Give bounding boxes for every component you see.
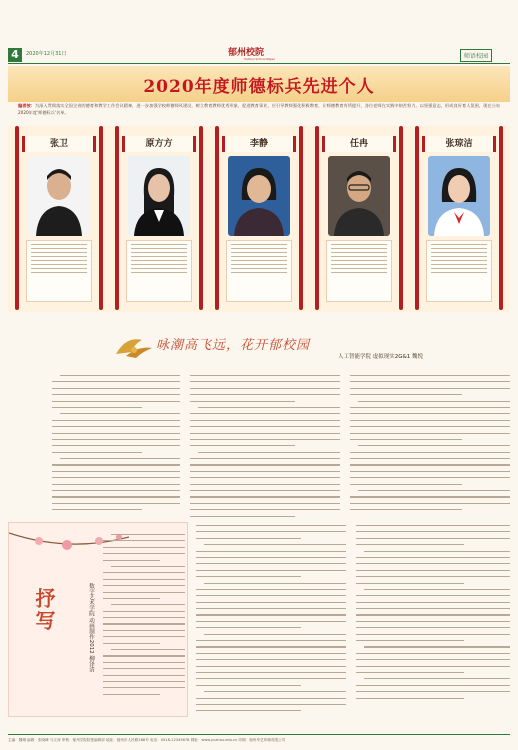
honoree-gallery	[8, 126, 510, 312]
honoree-name: 张卫	[22, 136, 96, 152]
newspaper-logo: 郁州校院	[228, 48, 265, 58]
article-headline: 咏潮高飞远，花开郁校园	[156, 338, 311, 353]
honoree-name: 原方方	[122, 136, 196, 152]
tassel-decoration	[499, 126, 503, 310]
honoree-photo[interactable]	[128, 156, 190, 236]
article-column	[356, 522, 510, 727]
tassel-decoration	[99, 126, 103, 310]
honoree-description	[226, 240, 292, 302]
honoree-description	[126, 240, 192, 302]
page-title: 2020年度师德标兵先进个人	[143, 77, 375, 97]
tassel-decoration	[299, 126, 303, 310]
sidebar-text	[103, 531, 185, 713]
article-column	[350, 372, 510, 518]
page-footer: 主编：魏琳 编辑：张晓峰 马文涛 审核：郁州学院院报编辑部 地址：郁州市人民路188号 电话：0518-12345678 网址：www.yuzhou.edu.cn 印刷：郁州华艺印刷有限公司	[8, 734, 510, 743]
tassel-decoration	[115, 126, 119, 310]
sidebar-caption: 数字艺术学院 动画制作2012 柳泽清	[88, 583, 94, 672]
editor-note-label: 编者按：	[18, 103, 35, 108]
honoree-description	[426, 240, 492, 302]
honoree-card	[214, 126, 304, 310]
sidebar-feature	[8, 522, 188, 717]
honoree-photo[interactable]	[28, 156, 90, 236]
editor-note-text: 为深入贯彻落实全国全省的德育和教学工作会议精神，进一步加强学校师德师风建设，树立教育教师优秀形象，促进教育事业，应引导教师强化积极教育，让师德教育有所提升，各位老师在实践中刻苦努力。以坚强意志，形成良好育人氛围，现在公布2020年度'师德标兵'名单。	[18, 103, 500, 115]
page-banner	[8, 66, 510, 102]
tassel-decoration	[399, 126, 403, 310]
issue-date: 2020年12月31日	[26, 51, 67, 57]
sidebar-title: 抒写	[32, 588, 56, 632]
honoree-description	[326, 240, 392, 302]
honoree-name: 张琼洁	[422, 136, 496, 152]
honoree-photo[interactable]	[328, 156, 390, 236]
honoree-photo[interactable]	[428, 156, 490, 236]
honoree-name: 任冉	[322, 136, 396, 152]
article-column	[52, 372, 180, 518]
article-byline: 人工智能学院 虚拟现实2G&1 魏悦	[338, 354, 424, 360]
header-divider	[8, 63, 510, 64]
tassel-decoration	[315, 126, 319, 310]
article-column	[190, 372, 340, 518]
honoree-name: 李静	[222, 136, 296, 152]
newspaper-logo-subtitle: Yuzhou School Paper	[244, 57, 275, 61]
honoree-card	[14, 126, 104, 310]
honoree-description	[26, 240, 92, 302]
tassel-decoration	[215, 126, 219, 310]
flower-icon	[112, 330, 154, 360]
honoree-card	[114, 126, 204, 310]
honoree-photo[interactable]	[228, 156, 290, 236]
honoree-card	[314, 126, 404, 310]
tassel-decoration	[199, 126, 203, 310]
tassel-decoration	[15, 126, 19, 310]
page-number: 4	[8, 48, 22, 62]
editor-note	[8, 103, 510, 125]
tassel-decoration	[415, 126, 419, 310]
masthead	[0, 0, 518, 61]
honoree-card	[414, 126, 504, 310]
article-column	[196, 522, 346, 727]
section-label[interactable]: 师语校园	[460, 49, 492, 62]
article-header	[0, 330, 518, 370]
